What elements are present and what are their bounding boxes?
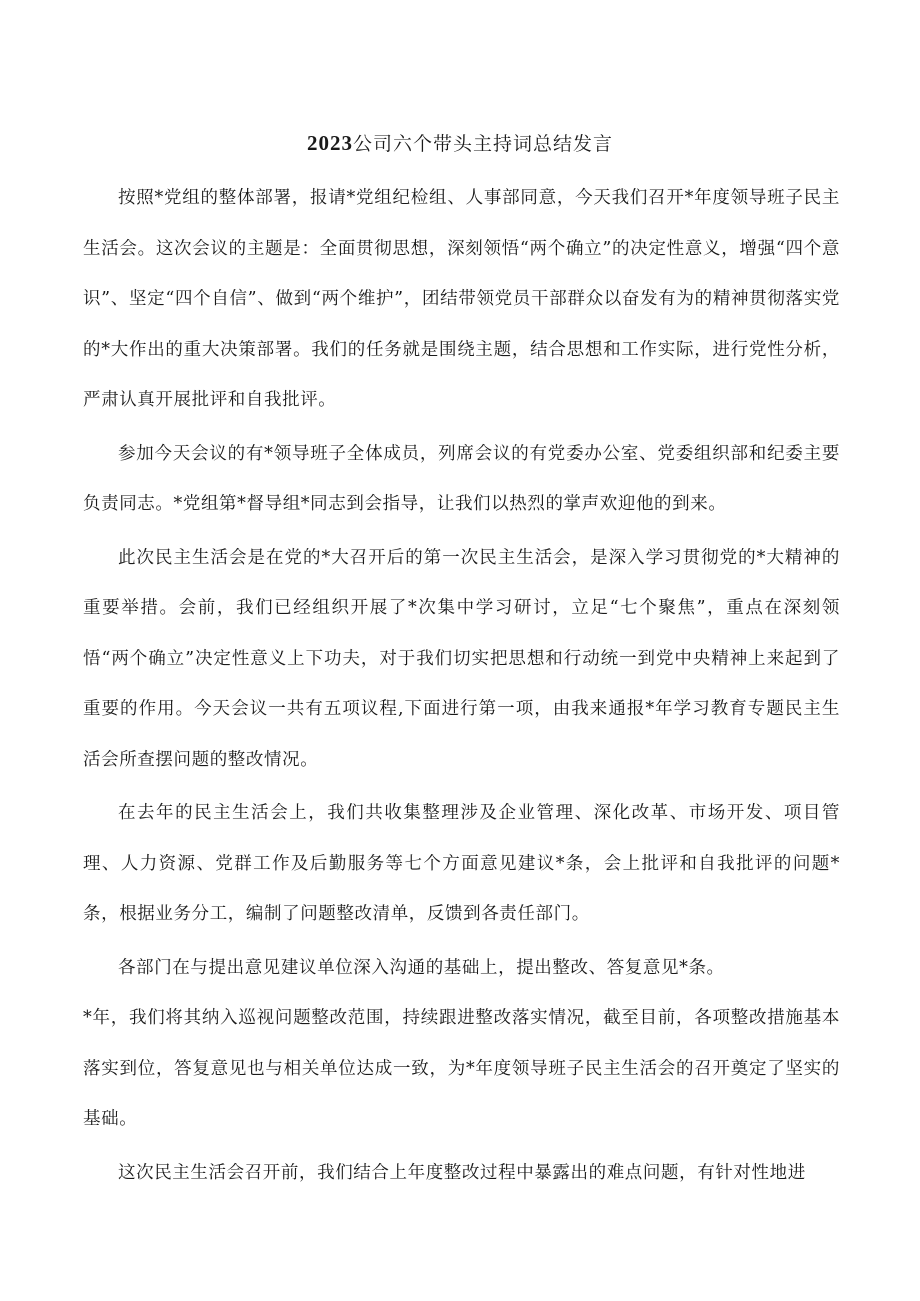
paragraph: 按照*党组的整体部署，报请*党组纪检组、人事部同意，今天我们召开*年度领导班子民主生活会。这次会议的主题是：全面贯彻思想，深刻领悟“两个确立”的决定性意义，增强“四个意识”、坚定“四个自信”、做到“两个维护”，团结带领党员干部群众以奋发有为的精神贯彻落实党的*大作出的重大决策部署。我们的任务就是围绕主题，结合思想和工作实际，进行党性分析，严肃认真开展批评和自我批评。 [83, 188, 840, 410]
document-title [0, 130, 920, 157]
paragraph: 参加今天会议的有*领导班子全体成员，列席会议的有党委办公室、党委组织部和纪委主要负责同志。*党组第*督导组*同志到会指导，让我们以热烈的掌声欢迎他的到来。 [83, 443, 840, 514]
document-body [83, 173, 840, 1198]
title-year: 2023 [306, 131, 353, 155]
paragraph: 各部门在与提出意见建议单位深入沟通的基础上，提出整改、答复意见*条。 [118, 957, 725, 978]
paragraph: 在去年的民主生活会上，我们共收集整理涉及企业管理、深化改革、市场开发、项目管理、人力资源、党群工作及后勤服务等七个方面意见建议*条，会上批评和自我批评的问题*条，根据业务分工，编制了问题整改清单，反馈到各责任部门。 [83, 803, 840, 924]
paragraph: 这次民主生活会召开前，我们结合上年度整改过程中暴露出的难点问题，有针对性地进 [118, 1162, 806, 1183]
paragraph: 此次民主生活会是在党的*大召开后的第一次民主生活会，是深入学习贯彻党的*大精神的重要举措。会前，我们已经组织开展了*次集中学习研讨，立足“七个聚焦”，重点在深刻领悟“两个确立”决定性意义上下功夫，对于我们切实把思想和行动统一到党中央精神上来起到了重要的作用。今天会议一共有五项议程,下面进行第一项，由我来通报*年学习教育专题民主生活会所查摆问题的整改情况。 [83, 547, 840, 770]
paragraph: *年，我们将其纳入巡视问题整改范围，持续跟进整改落实情况，截至目前，各项整改措施基本落实到位，答复意见也与相关单位达成一致，为*年度领导班子民主生活会的召开奠定了坚实的基础。 [83, 1008, 840, 1129]
title-text: 公司六个带头主持词总结发言 [352, 133, 613, 155]
